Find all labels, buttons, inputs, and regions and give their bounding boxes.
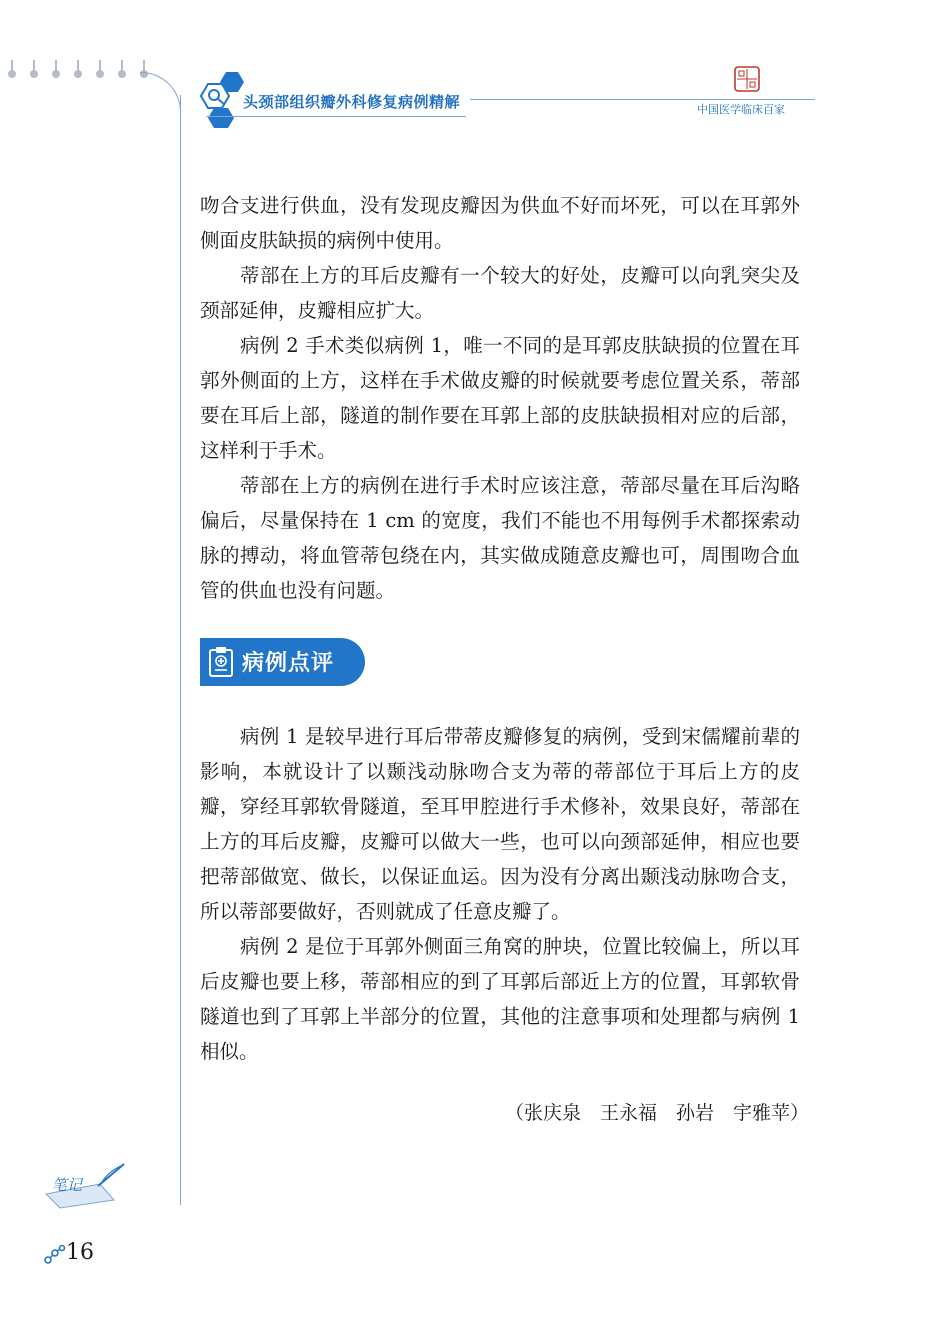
paragraph: 蒂部在上方的病例在进行手术时应该注意，蒂部尽量在耳后沟略偏后，尽量保持在 1 cm 的宽度，我们不能也不用每例手术都探索动脉的搏动，将血管蒂包绕在内，其实做成随意皮瓣也可，周围吻合血管的供血也没有问题。 bbox=[200, 474, 800, 602]
notes-label: 笔记 bbox=[52, 1176, 83, 1194]
header-rule-lower bbox=[206, 116, 466, 117]
notes-badge bbox=[40, 1160, 130, 1210]
margin-rule bbox=[180, 95, 181, 1205]
page-number: 16 bbox=[66, 1240, 94, 1265]
binder-holes bbox=[0, 70, 150, 90]
body-text-bottom bbox=[200, 719, 800, 1069]
paragraph: 吻合支进行供血，没有发现皮瓣因为供血不好而坏死，可以在耳郭外侧面皮肤缺损的病例中使用。 bbox=[200, 194, 800, 252]
molecule-icon bbox=[44, 1244, 66, 1266]
hexagon-logo-icon bbox=[198, 70, 248, 130]
header-rule bbox=[470, 99, 815, 100]
clipboard-medical-icon bbox=[208, 646, 234, 678]
paragraph: 蒂部在上方的耳后皮瓣有一个较大的好处，皮瓣可以向乳突尖及颈部延伸，皮瓣相应扩大。 bbox=[200, 264, 800, 322]
seal-stamp-icon bbox=[734, 66, 760, 92]
paragraph: 病例 2 手术类似病例 1，唯一不同的是耳郭皮肤缺损的位置在耳郭外侧面的上方，这样在手术做皮瓣的时候就要考虑位置关系，蒂部要在耳后上部，隧道的制作要在耳郭上部的皮肤缺损相对应的后部，这样利于手术。 bbox=[200, 334, 800, 462]
margin-curve bbox=[140, 72, 181, 113]
body-text-top bbox=[200, 188, 800, 608]
paragraph: 病例 2 是位于耳郭外侧面三角窝的肿块，位置比较偏上，所以耳后皮瓣也要上移，蒂部相应的到了耳郭后部近上方的位置，耳郭软骨隧道也到了耳郭上半部分的位置，其他的注意事项和处理都与病例 1 相似。 bbox=[200, 935, 800, 1063]
paragraph: 病例 1 是较早进行耳后带蒂皮瓣修复的病例，受到宋儒耀前辈的影响，本就设计了以颞浅动脉吻合支为蒂的蒂部位于耳后上方的皮瓣，穿经耳郭软骨隧道，至耳甲腔进行手术修补，效果良好，蒂部在上方的耳后皮瓣，皮瓣可以做大一些，也可以向颈部延伸，相应也要把蒂部做宽、做长，以保证血运。因为没有分离出颞浅动脉吻合支，所以蒂部要做好，否则就成了任意皮瓣了。 bbox=[200, 725, 800, 923]
header-book-title: 头颈部组织瓣外科修复病例精解 bbox=[243, 93, 461, 111]
section-header bbox=[200, 638, 365, 686]
header-series: 中国医学临床百家 bbox=[697, 103, 785, 116]
section-title: 病例点评 bbox=[242, 651, 335, 676]
authors-credit: （张庆泉 王永福 孙岩 宇雅苹） bbox=[505, 1102, 810, 1124]
